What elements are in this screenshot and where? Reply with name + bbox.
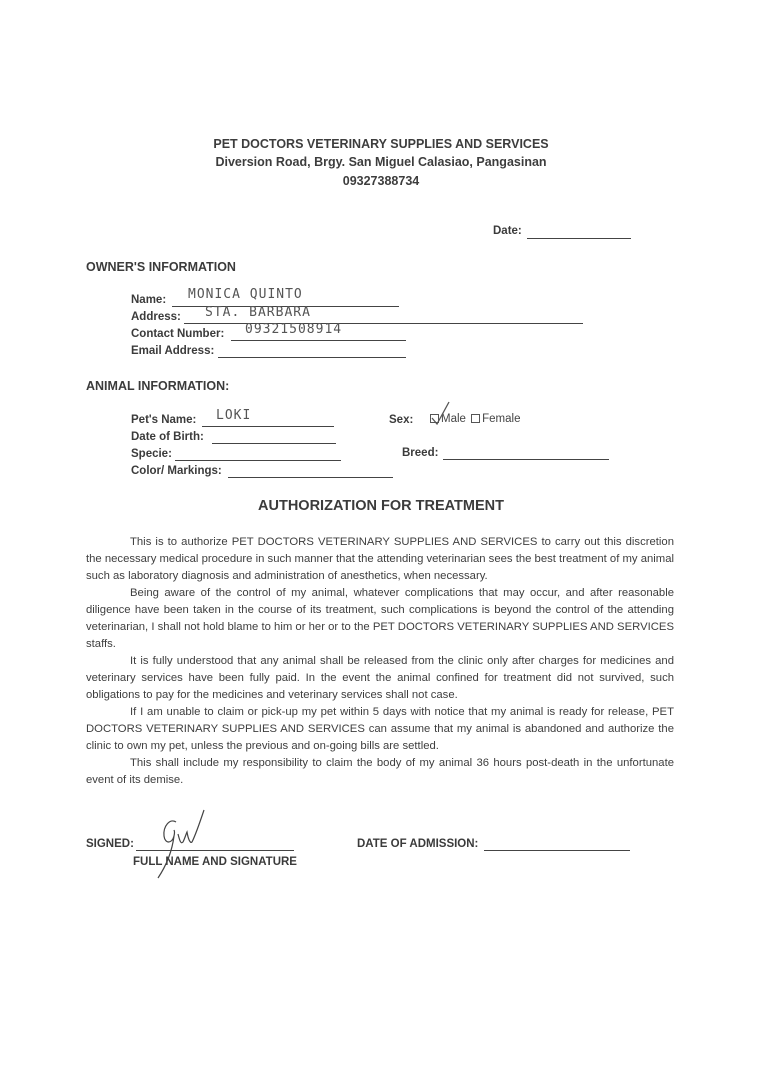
date-of-admission-label: DATE OF ADMISSION: <box>357 838 479 850</box>
authorization-body <box>86 534 674 789</box>
paragraph-4: If I am unable to claim or pick-up my pet within 5 days with notice that my animal is ready for release, PET DOCTORS VETERINARY SUPPLIES AND SERVICES can assume that my animal is abandoned and authorize the clinic to own my pet, unless the previous and on-going bills are settled. <box>86 706 674 752</box>
owner-section-title: OWNER'S INFORMATION <box>86 260 236 274</box>
full-name-signature-label: FULL NAME AND SIGNATURE <box>133 856 297 868</box>
pet-name-field[interactable] <box>202 426 334 427</box>
male-check-mark-icon <box>430 400 452 428</box>
owner-contact-value: 09321508914 <box>245 322 343 337</box>
male-label: Male <box>441 413 466 425</box>
owner-address-value: STA. BARBARA <box>205 305 311 320</box>
authorization-title: AUTHORIZATION FOR TREATMENT <box>258 498 504 514</box>
specie-label: Specie: <box>131 448 172 460</box>
company-address: Diversion Road, Brgy. San Miguel Calasiao, Pangasinan <box>215 155 547 169</box>
owner-name-value: MONICA QUINTO <box>188 287 303 302</box>
paragraph-1: This is to authorize PET DOCTORS VETERINARY SUPPLIES AND SERVICES to carry out this discretion the necessary medical procedure in such manner that the attending veterinarian sees the best treatment of my animal such as laboratory diagnosis and administration of anesthetics, when necessary. <box>86 536 674 582</box>
pet-name-value: LOKI <box>216 408 252 423</box>
handwritten-signature-icon <box>150 804 210 884</box>
dob-field[interactable] <box>212 443 336 444</box>
paragraph-2: Being aware of the control of my animal, whatever complications that may occur, and after reasonable diligence have been taken in the course of its treatment, such complications is beyond the control of the attending veterinarian, I shall not hold blame to him or her or to the PET DOCTORS VETERINARY SUPPLIES AND SERVICES staffs. <box>86 587 674 650</box>
breed-label: Breed: <box>402 447 439 459</box>
color-markings-field[interactable] <box>228 477 393 478</box>
owner-address-label: Address: <box>131 311 181 323</box>
owner-contact-field[interactable] <box>231 340 406 341</box>
date-field[interactable] <box>527 238 631 239</box>
female-label: Female <box>482 413 521 425</box>
sex-label: Sex: <box>389 414 414 426</box>
paragraph-5: This shall include my responsibility to claim the body of my animal 36 hours post-death in the unfortunate event of its demise. <box>86 757 674 786</box>
date-of-admission-field[interactable] <box>484 850 630 851</box>
owner-name-label: Name: <box>131 294 167 306</box>
female-checkbox[interactable] <box>471 414 480 423</box>
pet-name-label: Pet's Name: <box>131 414 197 426</box>
owner-email-label: Email Address: <box>131 345 215 357</box>
animal-section-title: ANIMAL INFORMATION: <box>86 379 230 393</box>
owner-email-field[interactable] <box>218 357 406 358</box>
paragraph-3: It is fully understood that any animal shall be released from the clinic only after charges for medicines and veterinary services have been fully paid. In the event the animal confined for treatment did not survived, such obligations to pay for the medicines and veterinary services shall not case. <box>86 655 674 701</box>
signed-label: SIGNED: <box>86 838 134 850</box>
breed-field[interactable] <box>443 459 609 460</box>
owner-address-field[interactable] <box>184 323 583 324</box>
owner-contact-label: Contact Number: <box>131 328 225 340</box>
dob-label: Date of Birth: <box>131 431 204 443</box>
company-name: PET DOCTORS VETERINARY SUPPLIES AND SERVICES <box>213 137 549 151</box>
specie-field[interactable] <box>175 460 341 461</box>
date-label: Date: <box>493 225 522 237</box>
company-phone: 09327388734 <box>342 174 420 188</box>
color-markings-label: Color/ Markings: <box>131 465 222 477</box>
